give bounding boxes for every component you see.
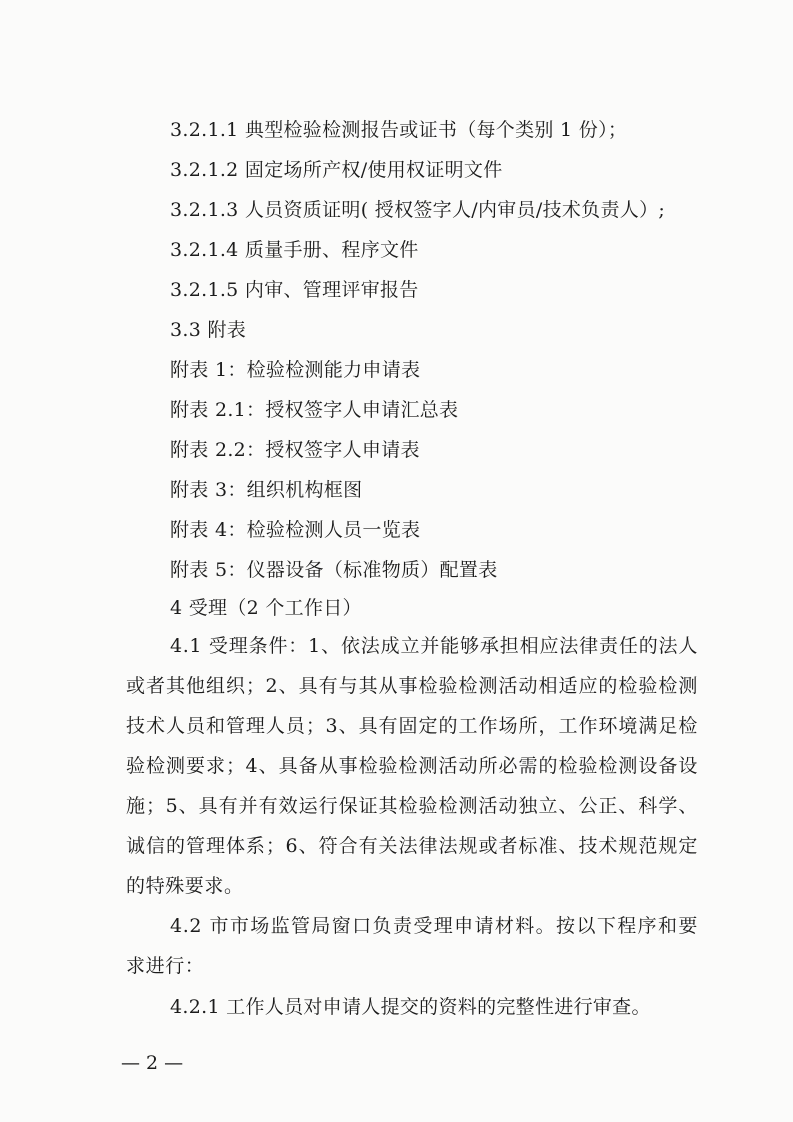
section-4-heading: 4 受理（2 个工作日）: [170, 597, 362, 619]
item-3-2-1-5: 3.2.1.5 内审、管理评审报告: [170, 279, 419, 301]
appendix-5: 附表 5：仪器设备（标准物质）配置表: [170, 559, 498, 581]
item-3-2-1-2: 3.2.1.2 固定场所产权/使用权证明文件: [170, 159, 503, 181]
item-3-2-1-3: 3.2.1.3 人员资质证明( 授权签字人/内审员/技术负责人）;: [170, 199, 666, 221]
appendix-4: 附表 4：检验检测人员一览表: [170, 519, 421, 541]
paragraph-4-2: 4.2 市市场监管局窗口负责受理申请材料。按以下程序和要求进行：: [126, 915, 698, 977]
appendix-3: 附表 3：组织机构框图: [170, 479, 363, 501]
appendix-2-2: 附表 2.2：授权签字人申请表: [170, 439, 420, 461]
page-number: — 2 —: [121, 1052, 184, 1074]
appendix-1: 附表 1：检验检测能力申请表: [170, 359, 421, 381]
item-3-2-1-1: 3.2.1.1 典型检验检测报告或证书（每个类别 1 份）；: [170, 119, 628, 141]
paragraph-4-1: 4.1 受理条件：1、依法成立并能够承担相应法律责任的法人或者其他组织；2、具有与其从事检验检测活动相适应的检验检测技术人员和管理人员；3、具有固定的工作场所，工作环境满足检验检测要求；4、具备从事检验检测活动所必需的检验检测设备设施；5、具有并有效运行保证其检验检测活动独立、公正、科学、诚信的管理体系；6、符合有关法律法规或者标准、技术规范规定的特殊要求。: [126, 635, 698, 897]
item-4-2-1: 4.2.1 工作人员对申请人提交的资料的完整性进行审查。: [170, 996, 651, 1018]
item-3-2-1-4: 3.2.1.4 质量手册、程序文件: [170, 239, 419, 261]
appendix-2-1: 附表 2.1：授权签字人申请汇总表: [170, 399, 459, 421]
section-3-3-heading: 3.3 附表: [170, 319, 247, 341]
